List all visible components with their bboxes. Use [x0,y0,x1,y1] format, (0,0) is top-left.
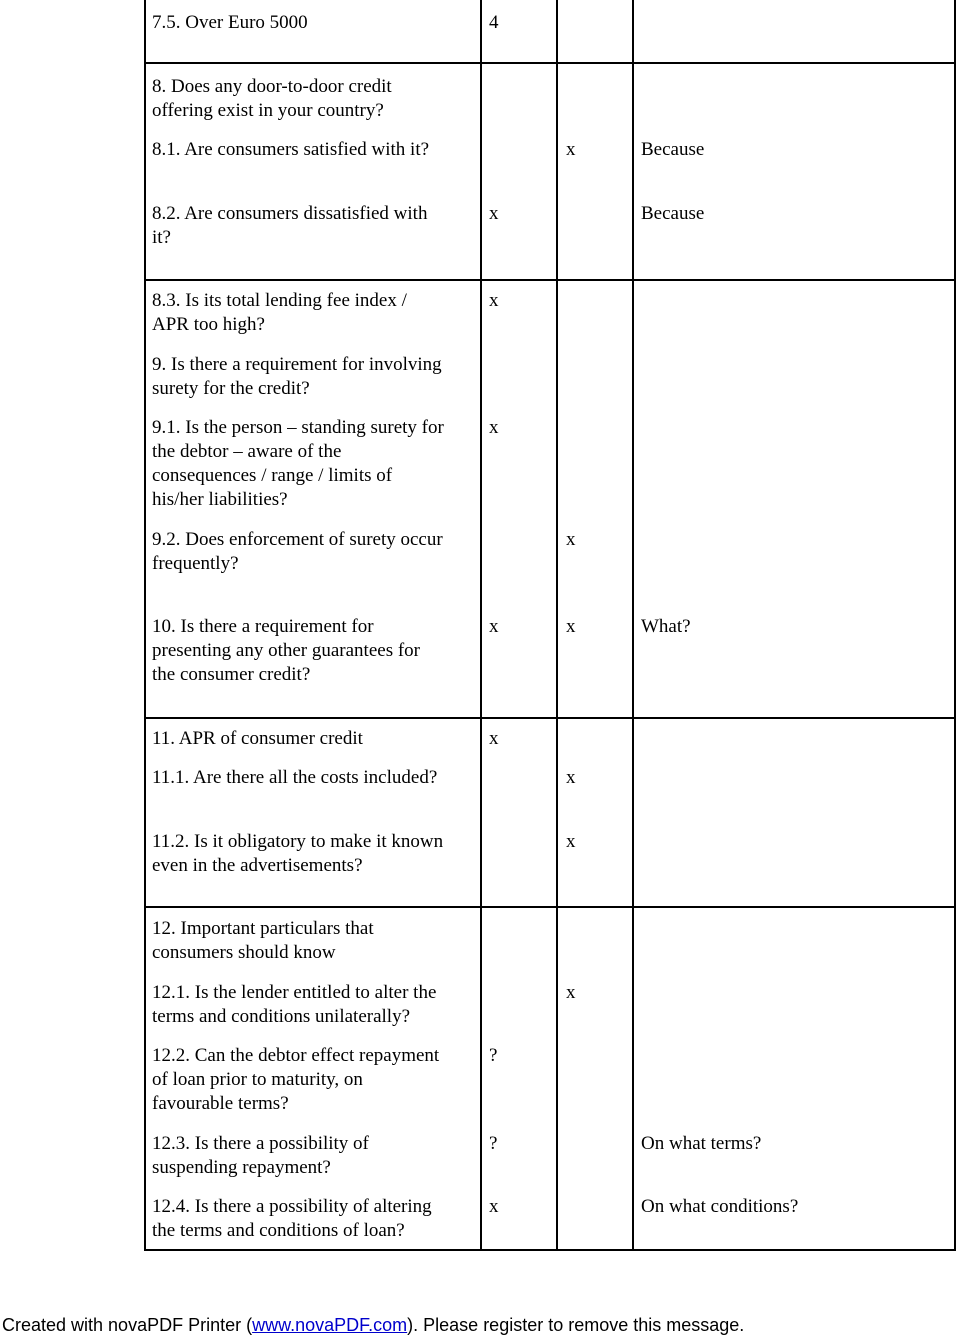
table-cell-mark: x [489,728,499,749]
row-divider [144,906,956,908]
table-row-question: 12.3. Is there a possibility of suspending repayment? [152,1133,369,1178]
footer-prefix: Created with novaPDF Printer ( [2,1315,253,1335]
table-border-bottom [144,1249,956,1251]
table-row-question: 12.2. Can the debtor effect repayment of loan prior to maturity, on favourable terms? [152,1045,440,1114]
table-row-question: 8.3. Is its total lending fee index / APR too high? [152,290,407,335]
table-cell-mark: x [489,616,499,637]
table-cell-mark: ? [489,1045,498,1066]
table-cell-mark: x [566,529,576,550]
table-cell-mark: x [489,203,499,224]
table-cell-comment: On what conditions? [641,1196,799,1217]
table-row-question: 8. Does any door-to-door credit offering exist in your country? [152,76,392,121]
table-cell-mark: x [566,139,576,160]
table-cell-mark: x [566,616,576,637]
column-divider-2 [556,0,558,1251]
table-cell-comment: On what terms? [641,1133,762,1154]
table-cell-mark: 4 [489,12,499,33]
table-row-question: 8.2. Are consumers dissatisfied with it? [152,203,428,248]
row-divider [144,717,956,719]
table-row-question: 9.2. Does enforcement of surety occur frequently? [152,529,443,574]
table-cell-comment: Because [641,203,705,224]
table-cell-comment: What? [641,616,691,637]
column-divider-1 [480,0,482,1251]
table-row-question: 12. Important particulars that consumers should know [152,918,374,963]
table-cell-mark: x [566,831,576,852]
table-cell-mark: x [566,767,576,788]
table-row-question: 12.4. Is there a possibility of altering the terms and conditions of loan? [152,1196,432,1241]
footer-suffix: ). Please register to remove this message. [407,1315,745,1335]
table-border-right [954,0,956,1251]
table-row-question: 10. Is there a requirement for presenting any other guarantees for the consumer credit? [152,616,421,685]
table-row-question: 9. Is there a requirement for involving surety for the credit? [152,354,442,399]
table-row-question: 11.1. Are there all the costs included? [152,767,438,788]
table-row-question: 8.1. Are consumers satisfied with it? [152,139,430,160]
table-row-question: 9.1. Is the person – standing surety for the debtor – aware of the consequences / range / limits of his/her liabilities? [152,417,444,510]
table-cell-mark: x [489,290,499,311]
novapdf-footer [2,1313,744,1337]
table-border-left [144,0,146,1251]
table-row-question: 11. APR of consumer credit [152,728,363,749]
table-cell-mark: x [489,1196,499,1217]
table-cell-mark: x [489,417,499,438]
novapdf-link[interactable]: www.novaPDF.com [252,1315,408,1335]
table-cell-mark: x [566,982,576,1003]
table-row-question: 12.1. Is the lender entitled to alter the terms and conditions unilaterally? [152,982,437,1027]
table-row-question: 11.2. Is it obligatory to make it known even in the advertisements? [152,831,444,876]
column-divider-3 [632,0,634,1251]
row-divider [144,279,956,281]
table-cell-comment: Because [641,139,705,160]
table-row-question: 7.5. Over Euro 5000 [152,12,308,33]
table-cell-mark: ? [489,1133,498,1154]
row-divider [144,62,956,64]
